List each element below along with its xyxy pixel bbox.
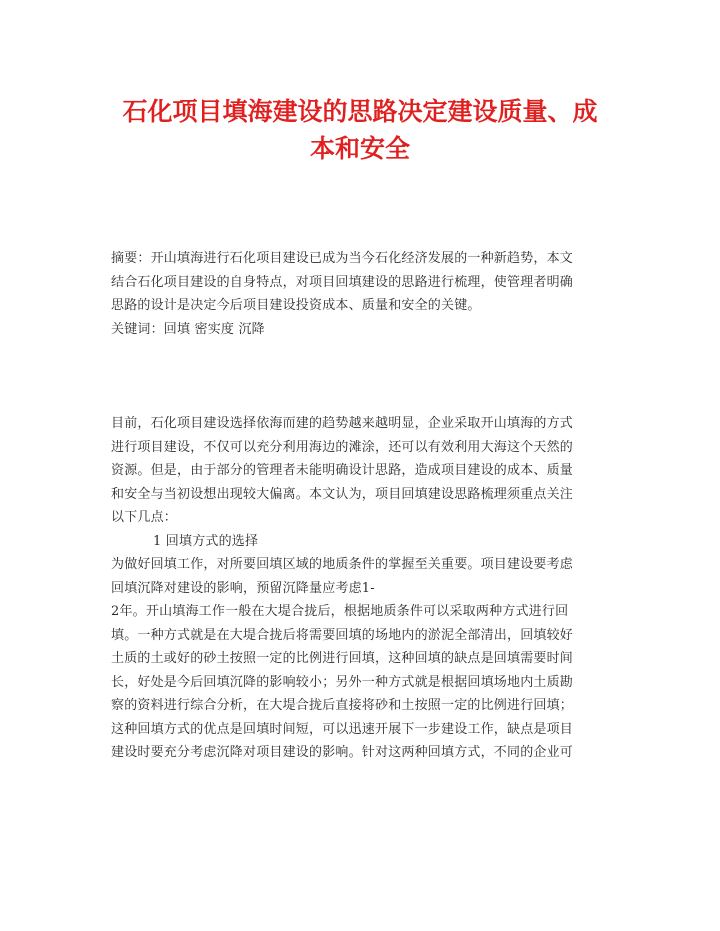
intro-line: 以下几点： <box>111 510 178 525</box>
document-title <box>100 93 620 167</box>
section-line: 填。一种方式就是在大堤合拢后将需要回填的场地内的淤泥全部清出，回填较好 <box>111 627 574 643</box>
intro-line: 进行项目建设，不仅可以充分利用海边的滩涂，还可以有效利用大海这个天然的 <box>111 439 574 455</box>
intro-line: 资源。但是，由于部分的管理者未能明确设计思路，造成项目建设的成本、质量 <box>111 463 574 478</box>
keywords-line: 关键词：回填 密实度 沉降 <box>111 321 265 337</box>
section-heading: 1 回填方式的选择 <box>153 533 259 549</box>
section-line: 长，好处是今后回填沉降的影响较小；另外一种方式就是根据回填场地内土质勘 <box>111 674 574 690</box>
title-line-1: 石化项目填海建设的思路决定建设质量、成 <box>122 97 598 126</box>
section-line: 回填沉降对建设的影响，预留沉降量应考虑1- <box>111 580 375 596</box>
abstract-line: 思路的设计是决定今后项目建设投资成本、质量和安全的关键。 <box>111 298 481 313</box>
section-line: 2年。开山填海工作一般在大堤合拢后，根据地质条件可以采取两种方式进行回 <box>111 604 569 619</box>
section-line: 察的资料进行综合分析，在大堤合拢后直接将砂和土按照一定的比例进行回填； <box>111 698 574 713</box>
intro-line: 目前，石化项目建设选择依海而建的趋势越来越明显，企业采取开山填海的方式 <box>111 416 574 431</box>
section-line: 土质的土或好的砂土按照一定的比例进行回填，这种回填的缺点是回填需要时间 <box>111 651 574 666</box>
section-line: 这种回填方式的优点是回填时间短，可以迅速开展下一步建设工作，缺点是项目 <box>111 721 574 737</box>
abstract-block <box>111 247 611 341</box>
section-line: 为做好回填工作，对所要回填区域的地质条件的掌握至关重要。项目建设要考虑 <box>111 557 574 572</box>
title-line-2: 本和安全 <box>309 134 410 163</box>
section-line: 建设时要充分考虑沉降对项目建设的影响。针对这两种回填方式，不同的企业可 <box>111 745 574 760</box>
abstract-line: 摘要：开山填海进行石化项目建设已成为当今石化经济发展的一种新趋势，本文 <box>111 251 574 266</box>
intro-line: 和安全与当初设想出现较大偏离。本文认为，项目回填建设思路梳理须重点关注 <box>111 486 574 502</box>
body-text <box>111 412 611 765</box>
abstract-line: 结合石化项目建设的自身特点，对项目回填建设的思路进行梳理，使管理者明确 <box>111 274 574 290</box>
